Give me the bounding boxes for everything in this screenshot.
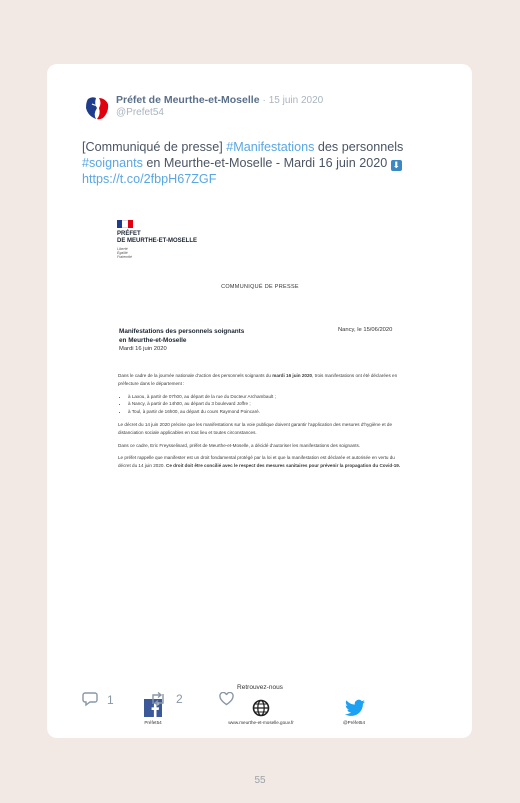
- paragraph-2: Le décret du 14 juin 2020 précise que les manifestations sur la voie publique doivent garantir l’application des mesures d’hygiène et de distanciation sociale applicables en tout lieu et toutes circonstances.: [118, 421, 393, 435]
- paragraph-4: [118, 454, 401, 470]
- retweet-count: 2: [176, 692, 183, 706]
- retweet-icon: [149, 692, 167, 706]
- heading-line2: en Meurthe-et-Moselle: [119, 337, 187, 344]
- follow-us-title: Retrouvez-nous: [237, 684, 283, 691]
- tweet-text-part: [Communiqué de presse]: [82, 140, 227, 154]
- tweet-text-part: des personnels: [314, 140, 404, 154]
- globe-icon: [252, 699, 270, 717]
- motto: [117, 247, 132, 259]
- like-button[interactable]: [219, 692, 234, 706]
- org-line1: PRÉFET: [117, 231, 141, 237]
- list-item: • à Toul, à partir de 16h00, au départ du cours Raymond Poincaré.: [128, 408, 401, 416]
- tweet-date[interactable]: 15 juin 2020: [268, 95, 324, 106]
- document-body: [118, 372, 401, 475]
- social-twitter: [314, 699, 394, 725]
- reply-button[interactable]: [82, 692, 114, 707]
- hashtag-soignants[interactable]: #soignants: [82, 156, 143, 170]
- avatar[interactable]: [82, 92, 112, 122]
- page-number: 55: [254, 775, 266, 786]
- separator: ·: [262, 95, 266, 106]
- retweet-button[interactable]: [149, 692, 183, 706]
- website-label: www.meurthe-et-moselle.gouv.fr: [228, 720, 294, 725]
- twitter-icon: [345, 699, 363, 717]
- motto-3: Fraternité: [117, 255, 132, 259]
- document-subdate: Mardi 16 juin 2020: [119, 346, 167, 352]
- list-item: • à Laxou, à partir de 07h00, au départ de la rue du Docteur Archambault ;: [128, 393, 401, 401]
- author-line: [116, 94, 323, 106]
- list-item: • à Nancy, à partir de 14h00, au départ du 3 boulevard Joffre ;: [128, 400, 401, 408]
- org-line2: DE MEURTHE-ET-MOSELLE: [117, 238, 198, 244]
- para1-bold: mardi 16 juin 2020: [272, 373, 313, 378]
- para4-bold: Ce droit doit être concilié avec le respect des mesures sanitaires pour prévenir la propagation du Covid-19.: [166, 463, 401, 469]
- down-arrow-emoji-icon: ⬇: [392, 160, 400, 170]
- para1-text-end: , trois manifestations ont été déclarées en préfecture dans le département :: [118, 373, 398, 386]
- twitter-label: @Préfet54: [342, 720, 366, 725]
- location-list: [118, 393, 401, 416]
- reply-icon: [82, 692, 98, 707]
- tweet-text: [82, 139, 442, 187]
- org-name: [117, 231, 197, 245]
- hashtag-manifestations[interactable]: #Manifestations: [226, 140, 315, 154]
- document-type: COMMUNIQUÉ DE PRESSE: [221, 284, 299, 290]
- paragraph-3: Dans ce cadre, Eric Freysselinard, préfet de Meurthe-et-Moselle, a décidé d’autoriser les manifestations des soignants.: [118, 442, 361, 448]
- flag-icon: [117, 220, 133, 228]
- document-heading: [119, 327, 309, 345]
- tweet-link[interactable]: https://t.co/2fbpH67ZGF: [82, 172, 217, 186]
- document-place-date: Nancy, le 15/06/2020: [338, 327, 393, 333]
- motto-2: Égalité: [117, 251, 128, 255]
- para1-text: Dans le cadre de la journée nationale d’action des personnels soignants du: [118, 373, 273, 378]
- tweet-text-part: en Meurthe-et-Moselle - Mardi 16 juin 2020: [142, 156, 391, 170]
- motto-1: Liberté: [117, 247, 128, 251]
- prefet-logo-icon: [82, 92, 112, 122]
- paragraph-1: [118, 372, 401, 388]
- heart-icon: [219, 692, 234, 706]
- press-release-image[interactable]: [102, 212, 418, 725]
- facebook-label: Préfet54: [144, 720, 162, 725]
- author-name[interactable]: Préfet de Meurthe-et-Moselle: [116, 94, 260, 106]
- reply-count: 1: [107, 692, 114, 707]
- heading-line1: Manifestations des personnels soignants: [119, 328, 245, 335]
- author-handle[interactable]: @Prefet54: [116, 107, 164, 118]
- para4-text: Le préfet rappelle que manifester est un droit fondamental protégé par la loi et que la manifestation est déclarée et autorisée en vertu du décret du 14 juin 2020.: [118, 455, 395, 469]
- tweet-card: [47, 64, 472, 738]
